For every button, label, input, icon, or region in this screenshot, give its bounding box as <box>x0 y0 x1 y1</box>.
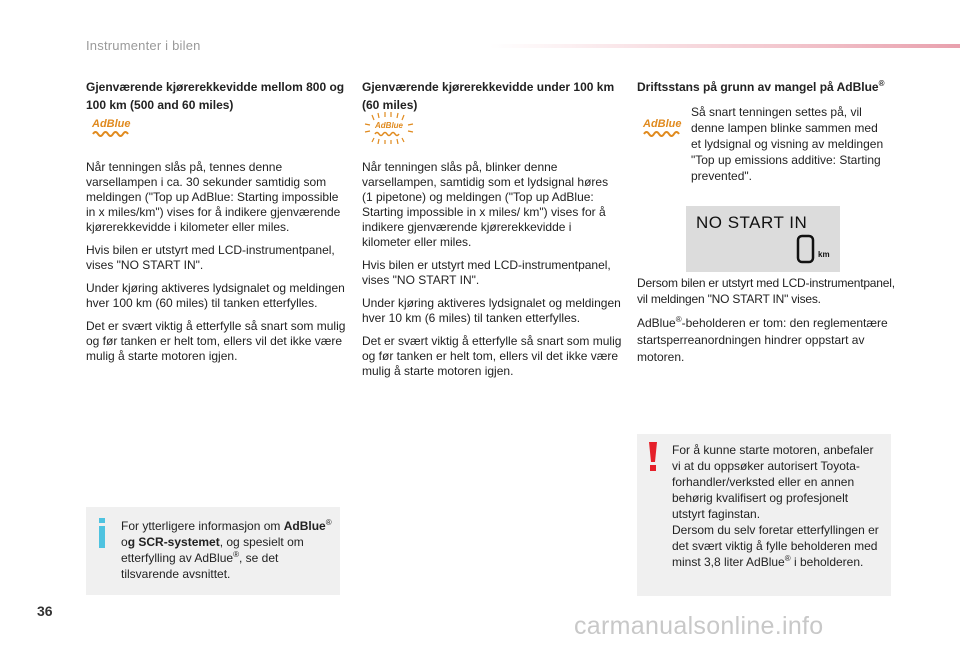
header-decoration-bar <box>490 44 960 48</box>
col2-heading: Gjenværende kjørerekkevidde under 100 km (60 miles) <box>362 80 615 112</box>
info-icon <box>96 518 108 548</box>
info-note-box <box>86 507 340 595</box>
svg-text:AdBlue: AdBlue <box>643 118 682 130</box>
lcd-no-start-display <box>686 206 840 272</box>
svg-text:AdBlue: AdBlue <box>92 118 131 130</box>
col2-paragraph: Når tenningen slås på, blinker denne varsellampen, samtidig som et lydsignal høres (1 pipetone) og meldingen ("Top up AdBlue: Starting impossible in x miles/ km") vises for å indikere gjenværende kjørerekkevidde i kilometer eller miles. <box>362 160 609 249</box>
col2-paragraph: Under kjøring aktiveres lydsignalet og meldingen hver 10 km (6 miles) til tanken etterfylles. <box>362 296 621 325</box>
col1-paragraph: Hvis bilen er utstyrt med LCD-instrumentpanel, vises "NO START IN". <box>86 243 335 272</box>
adblue-empty-icon <box>641 116 685 144</box>
col3-empty-tank-text: AdBlue®-beholderen er tom: den reglementære startsperreanordningen hindrer oppstart av motoren. <box>637 315 888 364</box>
column-range-800-100 <box>86 78 346 363</box>
col2-paragraph: Hvis bilen er utstyrt med LCD-instrumentpanel, vises "NO START IN". <box>362 258 611 287</box>
lcd-unit: km <box>818 250 830 259</box>
col1-paragraph: Når tenningen slås på, tennes denne varsellampen i ca. 30 sekunder samtidig som meldingen ("Top up AdBlue: Starting impossible in x miles/km") vises for å indikere gjenværende kjørerekkevidde i kilometer eller miles. <box>86 160 341 234</box>
col3-heading: Driftsstans på grunn av mangel på AdBlue® <box>637 79 885 94</box>
col1-paragraph: Det er svært viktig å etterfylle så snart som mulig og før tanken er helt tom, ellers vil det ikke være mulig å starte motoren igjen. <box>86 319 346 363</box>
exclamation-warning-icon <box>647 442 659 472</box>
col1-body <box>86 160 346 372</box>
col1-paragraph: Under kjøring aktiveres lydsignalet og meldingen hver 100 km (60 miles) til tanken etterfylles. <box>86 281 345 310</box>
lcd-digit-zero <box>796 234 816 264</box>
col2-paragraph: Det er svært viktig å etterfylle så snart som mulig og før tanken er helt tom, ellers vil det ikke være mulig å starte motoren igjen. <box>362 334 622 378</box>
warning-note-text: For å kunne starte motoren, anbefaler vi at du oppsøker autorisert Toyota-forhandler/verksted eller en annen behørig kvalifisert og profesjonelt utstyrt faginstan. Dersom du selv foretar etterfyllingen er det svært viktig å fylle beholderen med minst 3,8 liter AdBlue® i beholderen. <box>672 443 879 569</box>
page-number: 36 <box>37 603 53 619</box>
adblue-flashing-icon <box>364 112 414 148</box>
page-header-title: Instrumenter i bilen <box>86 38 201 53</box>
adblue-warning-icon <box>90 116 134 144</box>
warning-note-box <box>637 434 891 596</box>
col1-heading: Gjenværende kjørerekkevidde mellom 800 og 100 km (500 and 60 miles) <box>86 80 345 112</box>
info-note-text: For ytterligere informasjon om AdBlue® og SCR-systemet, og spesielt om etterfylling av AdBlue®, se det tilsvarende avsnittet. <box>121 518 332 581</box>
lcd-caption: Dersom bilen er utstyrt med LCD-instrumentpanel, vil meldingen "NO START IN" vises. <box>637 276 895 306</box>
svg-text:AdBlue: AdBlue <box>375 121 403 130</box>
watermark: carmanualsonline.info <box>574 612 824 640</box>
col3-icon-description: Så snart tenningen settes på, vil denne lampen blinke sammen med et lydsignal og visning av meldingen "Top up emissions additive: Starting prevented". <box>691 105 884 183</box>
col2-body <box>362 160 622 387</box>
column-range-under-100 <box>362 78 622 378</box>
column-start-prevented <box>637 78 899 183</box>
lcd-message: NO START IN <box>696 213 808 232</box>
svg-text:0: 0 <box>796 234 797 235</box>
